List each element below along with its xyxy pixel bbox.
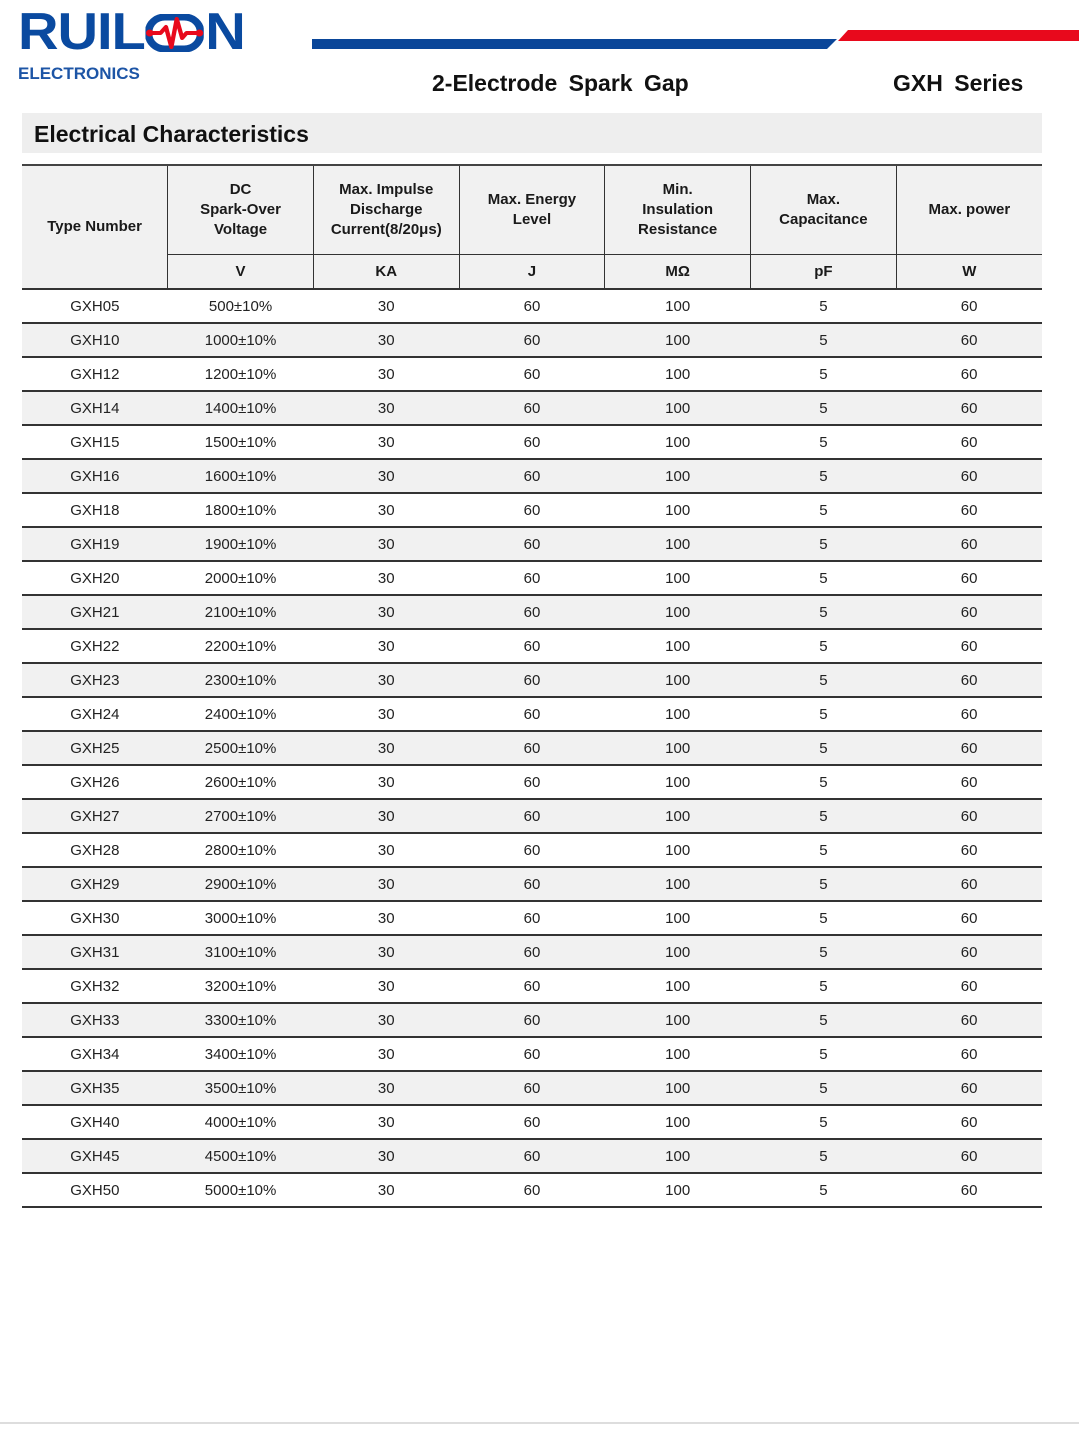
cell-insulation-resistance: 100 [605,799,751,833]
table-row [22,561,1042,595]
cell-insulation-resistance: 100 [605,1139,751,1173]
cell-insulation-resistance: 100 [605,425,751,459]
cell-power: 60 [896,391,1042,425]
cell-type-number: GXH45 [22,1139,168,1173]
cell-impulse-current: 30 [313,629,459,663]
header-line: Resistance [638,221,718,238]
cell-capacitance: 5 [751,765,897,799]
brand-subtitle: ELECTRONICS [18,64,140,83]
cell-insulation-resistance: 100 [605,1037,751,1071]
cell-impulse-current: 30 [313,799,459,833]
cell-energy-level: 60 [459,595,605,629]
table-row [22,459,1042,493]
cell-insulation-resistance: 100 [605,357,751,391]
unit-current: KA [313,255,459,290]
header-line: Insulation [642,201,714,218]
cell-energy-level: 60 [459,765,605,799]
unit-resistance: MΩ [605,255,751,290]
brand-wordmark [18,3,245,61]
cell-power: 60 [896,629,1042,663]
table-row [22,289,1042,323]
electrical-characteristics-table [22,164,1042,1208]
cell-energy-level: 60 [459,425,605,459]
cell-power: 60 [896,901,1042,935]
header-line: Level [512,211,552,228]
cell-spark-over-voltage: 1600±10% [168,459,314,493]
table-row [22,629,1042,663]
cell-capacitance: 5 [751,595,897,629]
cell-type-number: GXH24 [22,697,168,731]
cell-insulation-resistance: 100 [605,935,751,969]
cell-capacitance: 5 [751,935,897,969]
cell-energy-level: 60 [459,1139,605,1173]
cell-type-number: GXH28 [22,833,168,867]
cell-power: 60 [896,357,1042,391]
cell-energy-level: 60 [459,935,605,969]
header-line: Discharge [349,201,423,218]
cell-power: 60 [896,867,1042,901]
cell-power: 60 [896,833,1042,867]
cell-capacitance: 5 [751,289,897,323]
cell-insulation-resistance: 100 [605,663,751,697]
table-row [22,867,1042,901]
cell-type-number: GXH27 [22,799,168,833]
cell-impulse-current: 30 [313,357,459,391]
cell-type-number: GXH34 [22,1037,168,1071]
cell-insulation-resistance: 100 [605,595,751,629]
cell-energy-level: 60 [459,493,605,527]
table-row [22,595,1042,629]
cell-impulse-current: 30 [313,901,459,935]
cell-type-number: GXH30 [22,901,168,935]
cell-energy-level: 60 [459,323,605,357]
cell-impulse-current: 30 [313,527,459,561]
cell-power: 60 [896,935,1042,969]
cell-power: 60 [896,765,1042,799]
cell-capacitance: 5 [751,697,897,731]
cell-type-number: GXH15 [22,425,168,459]
cell-impulse-current: 30 [313,425,459,459]
cell-power: 60 [896,323,1042,357]
cell-type-number: GXH14 [22,391,168,425]
cell-capacitance: 5 [751,493,897,527]
cell-spark-over-voltage: 3100±10% [168,935,314,969]
header-line: Current(8/20μs) [330,221,442,238]
cell-impulse-current: 30 [313,391,459,425]
cell-impulse-current: 30 [313,323,459,357]
cell-capacitance: 5 [751,867,897,901]
cell-capacitance: 5 [751,1105,897,1139]
cell-capacitance: 5 [751,1173,897,1207]
cell-spark-over-voltage: 3400±10% [168,1037,314,1071]
table-row [22,697,1042,731]
cell-impulse-current: 30 [313,1105,459,1139]
cell-spark-over-voltage: 4000±10% [168,1105,314,1139]
cell-spark-over-voltage: 1900±10% [168,527,314,561]
cell-spark-over-voltage: 3000±10% [168,901,314,935]
cell-energy-level: 60 [459,289,605,323]
cell-insulation-resistance: 100 [605,391,751,425]
cell-impulse-current: 30 [313,1003,459,1037]
cell-capacitance: 5 [751,527,897,561]
cell-spark-over-voltage: 2800±10% [168,833,314,867]
cell-power: 60 [896,595,1042,629]
cell-power: 60 [896,1037,1042,1071]
cell-type-number: GXH19 [22,527,168,561]
cell-type-number: GXH31 [22,935,168,969]
cell-impulse-current: 30 [313,867,459,901]
cell-capacitance: 5 [751,799,897,833]
unit-voltage: V [168,255,314,290]
cell-spark-over-voltage: 2000±10% [168,561,314,595]
cell-capacitance: 5 [751,663,897,697]
unit-power: W [896,255,1042,290]
cell-power: 60 [896,731,1042,765]
cell-energy-level: 60 [459,527,605,561]
cell-spark-over-voltage: 2500±10% [168,731,314,765]
section-title: Electrical Characteristics [22,113,1042,153]
cell-type-number: GXH40 [22,1105,168,1139]
cell-power: 60 [896,799,1042,833]
cell-type-number: GXH33 [22,1003,168,1037]
heartbeat-pulse-icon [146,13,204,51]
cell-spark-over-voltage: 1400±10% [168,391,314,425]
cell-type-number: GXH32 [22,969,168,1003]
cell-type-number: GXH05 [22,289,168,323]
table-row [22,1037,1042,1071]
column-header-max-power [896,165,1042,255]
cell-energy-level: 60 [459,357,605,391]
unit-capacitance: pF [751,255,897,290]
cell-insulation-resistance: 100 [605,833,751,867]
cell-capacitance: 5 [751,357,897,391]
cell-type-number: GXH16 [22,459,168,493]
cell-impulse-current: 30 [313,833,459,867]
cell-insulation-resistance: 100 [605,561,751,595]
cell-spark-over-voltage: 500±10% [168,289,314,323]
column-header-max-impulse-discharge-current [313,165,459,255]
cell-power: 60 [896,1105,1042,1139]
cell-insulation-resistance: 100 [605,527,751,561]
table-row [22,493,1042,527]
table-row [22,765,1042,799]
cell-spark-over-voltage: 4500±10% [168,1139,314,1173]
cell-spark-over-voltage: 2700±10% [168,799,314,833]
cell-energy-level: 60 [459,799,605,833]
cell-impulse-current: 30 [313,935,459,969]
cell-power: 60 [896,425,1042,459]
cell-spark-over-voltage: 2200±10% [168,629,314,663]
cell-capacitance: 5 [751,731,897,765]
cell-insulation-resistance: 100 [605,1105,751,1139]
page-divider [0,1422,1079,1424]
cell-type-number: GXH35 [22,1071,168,1105]
cell-capacitance: 5 [751,1037,897,1071]
cell-power: 60 [896,459,1042,493]
unit-energy: J [459,255,605,290]
cell-capacitance: 5 [751,901,897,935]
cell-capacitance: 5 [751,629,897,663]
cell-energy-level: 60 [459,969,605,1003]
cell-capacitance: 5 [751,561,897,595]
cell-spark-over-voltage: 1800±10% [168,493,314,527]
table-row [22,1105,1042,1139]
table-row [22,969,1042,1003]
table-body [22,289,1042,1207]
header-line: Voltage [214,221,268,238]
cell-insulation-resistance: 100 [605,1071,751,1105]
brand-name-suffix: N [205,3,245,61]
cell-energy-level: 60 [459,561,605,595]
cell-energy-level: 60 [459,629,605,663]
column-header-max-energy-level [459,165,605,255]
cell-spark-over-voltage: 1500±10% [168,425,314,459]
cell-energy-level: 60 [459,1071,605,1105]
table-row [22,1173,1042,1207]
cell-power: 60 [896,527,1042,561]
cell-type-number: GXH26 [22,765,168,799]
cell-impulse-current: 30 [313,731,459,765]
cell-type-number: GXH23 [22,663,168,697]
column-header-max-capacitance [751,165,897,255]
cell-impulse-current: 30 [313,969,459,1003]
cell-spark-over-voltage: 2300±10% [168,663,314,697]
cell-insulation-resistance: 100 [605,289,751,323]
cell-impulse-current: 30 [313,595,459,629]
series-title: GXH Series [893,70,1024,96]
table-row [22,357,1042,391]
table-row [22,323,1042,357]
table-row [22,935,1042,969]
cell-power: 60 [896,1173,1042,1207]
cell-spark-over-voltage: 5000±10% [168,1173,314,1207]
table-row [22,663,1042,697]
cell-energy-level: 60 [459,1173,605,1207]
cell-capacitance: 5 [751,1071,897,1105]
cell-power: 60 [896,493,1042,527]
cell-spark-over-voltage: 2100±10% [168,595,314,629]
cell-energy-level: 60 [459,833,605,867]
cell-type-number: GXH25 [22,731,168,765]
cell-capacitance: 5 [751,459,897,493]
cell-impulse-current: 30 [313,697,459,731]
cell-impulse-current: 30 [313,663,459,697]
table-header-row [22,165,1042,255]
cell-capacitance: 5 [751,391,897,425]
cell-insulation-resistance: 100 [605,731,751,765]
cell-power: 60 [896,969,1042,1003]
cell-impulse-current: 30 [313,459,459,493]
cell-impulse-current: 30 [313,1071,459,1105]
cell-energy-level: 60 [459,1003,605,1037]
cell-spark-over-voltage: 2600±10% [168,765,314,799]
cell-impulse-current: 30 [313,493,459,527]
cell-capacitance: 5 [751,1003,897,1037]
cell-impulse-current: 30 [313,765,459,799]
table-row [22,901,1042,935]
cell-power: 60 [896,663,1042,697]
cell-type-number: GXH18 [22,493,168,527]
cell-type-number: GXH29 [22,867,168,901]
column-header-min-insulation-resistance [605,165,751,255]
cell-power: 60 [896,1139,1042,1173]
cell-energy-level: 60 [459,459,605,493]
table-row [22,833,1042,867]
table-row [22,425,1042,459]
table-row [22,391,1042,425]
cell-spark-over-voltage: 3300±10% [168,1003,314,1037]
cell-spark-over-voltage: 3500±10% [168,1071,314,1105]
cell-capacitance: 5 [751,833,897,867]
cell-insulation-resistance: 100 [605,765,751,799]
cell-spark-over-voltage: 1200±10% [168,357,314,391]
cell-type-number: GXH50 [22,1173,168,1207]
brand-name-prefix: RUIL [18,3,145,61]
cell-energy-level: 60 [459,731,605,765]
cell-type-number: GXH22 [22,629,168,663]
cell-energy-level: 60 [459,663,605,697]
brand-logo [18,3,245,83]
header-stripe-band [312,30,1079,50]
header-line: Min. [662,181,693,198]
cell-spark-over-voltage: 1000±10% [168,323,314,357]
cell-impulse-current: 30 [313,1037,459,1071]
cell-capacitance: 5 [751,425,897,459]
cell-spark-over-voltage: 3200±10% [168,969,314,1003]
cell-spark-over-voltage: 2400±10% [168,697,314,731]
table-unit-row [22,255,1042,290]
header-line: Max. Energy [487,191,577,208]
cell-insulation-resistance: 100 [605,901,751,935]
cell-insulation-resistance: 100 [605,969,751,1003]
column-header-type-number: Type Number [22,165,168,289]
cell-insulation-resistance: 100 [605,323,751,357]
cell-insulation-resistance: 100 [605,459,751,493]
table-row [22,799,1042,833]
cell-insulation-resistance: 100 [605,1173,751,1207]
cell-energy-level: 60 [459,697,605,731]
cell-impulse-current: 30 [313,561,459,595]
table-row [22,1003,1042,1037]
table-row [22,527,1042,561]
header-line: DC [229,181,252,198]
cell-insulation-resistance: 100 [605,867,751,901]
cell-type-number: GXH12 [22,357,168,391]
header-line: Max. Impulse [339,181,434,198]
header-line: Max. power [928,201,1011,218]
cell-impulse-current: 30 [313,289,459,323]
cell-spark-over-voltage: 2900±10% [168,867,314,901]
cell-power: 60 [896,1003,1042,1037]
cell-power: 60 [896,697,1042,731]
table-row [22,1139,1042,1173]
header-line: Capacitance [779,211,868,228]
cell-energy-level: 60 [459,1037,605,1071]
cell-capacitance: 5 [751,969,897,1003]
cell-capacitance: 5 [751,323,897,357]
cell-energy-level: 60 [459,867,605,901]
cell-type-number: GXH20 [22,561,168,595]
header-line: Max. [806,191,841,208]
cell-energy-level: 60 [459,1105,605,1139]
cell-insulation-resistance: 100 [605,1003,751,1037]
table-row [22,1071,1042,1105]
cell-energy-level: 60 [459,391,605,425]
cell-power: 60 [896,289,1042,323]
table-row [22,731,1042,765]
document-title: 2-Electrode Spark Gap [432,70,689,96]
cell-impulse-current: 30 [313,1173,459,1207]
header-line: Spark-Over [200,201,281,218]
cell-type-number: GXH10 [22,323,168,357]
cell-impulse-current: 30 [313,1139,459,1173]
cell-insulation-resistance: 100 [605,493,751,527]
cell-insulation-resistance: 100 [605,697,751,731]
column-header-dc-spark-over-voltage [168,165,314,255]
cell-power: 60 [896,1071,1042,1105]
cell-type-number: GXH21 [22,595,168,629]
cell-energy-level: 60 [459,901,605,935]
cell-capacitance: 5 [751,1139,897,1173]
cell-insulation-resistance: 100 [605,629,751,663]
cell-power: 60 [896,561,1042,595]
